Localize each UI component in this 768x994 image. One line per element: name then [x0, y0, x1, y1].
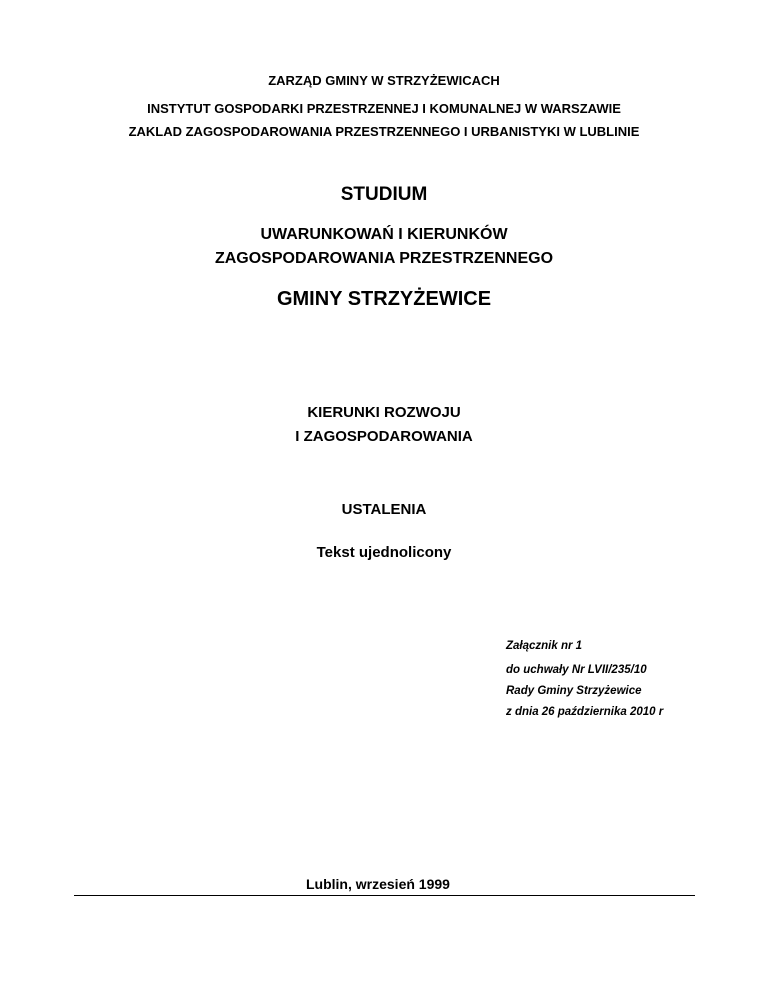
- document-title: STUDIUM: [340, 184, 428, 205]
- section-title-line2: I ZAGOSPODAROWANIA: [295, 428, 473, 445]
- attachment-number: Załącznik nr 1: [506, 640, 583, 652]
- document-subtitle-line2: ZAGOSPODAROWANIA PRZESTRZENNEGO: [214, 250, 554, 267]
- header-line-department: ZAKLAD ZAGOSPODAROWANIA PRZESTRZENNEGO I URBANISTYKI W LUBLINIE: [128, 124, 640, 139]
- document-subtitle-line1: UWARUNKOWAŃ I KIERUNKÓW: [260, 226, 508, 243]
- attachment-date: z dnia 26 października 2010 r: [506, 706, 664, 718]
- document-gmina-title: GMINY STRZYŻEWICE: [276, 288, 492, 310]
- footer-place-date: Lublin, wrzesień 1999: [306, 876, 450, 892]
- attachment-council: Rady Gminy Strzyżewice: [506, 685, 642, 697]
- section-title-line1: KIERUNKI ROZWOJU: [307, 404, 461, 421]
- header-line-institute: INSTYTUT GOSPODARKI PRZESTRZENNEJ I KOMUNALNEJ W WARSZAWIE: [147, 101, 621, 116]
- footer-divider: [74, 895, 695, 896]
- section-text-version: Tekst ujednolicony: [316, 544, 452, 561]
- section-ustalenia: USTALENIA: [341, 501, 427, 518]
- attachment-resolution: do uchwały Nr LVII/235/10: [506, 664, 647, 676]
- header-line-municipality: ZARZĄD GMINY W STRZYŻEWICACH: [268, 73, 500, 88]
